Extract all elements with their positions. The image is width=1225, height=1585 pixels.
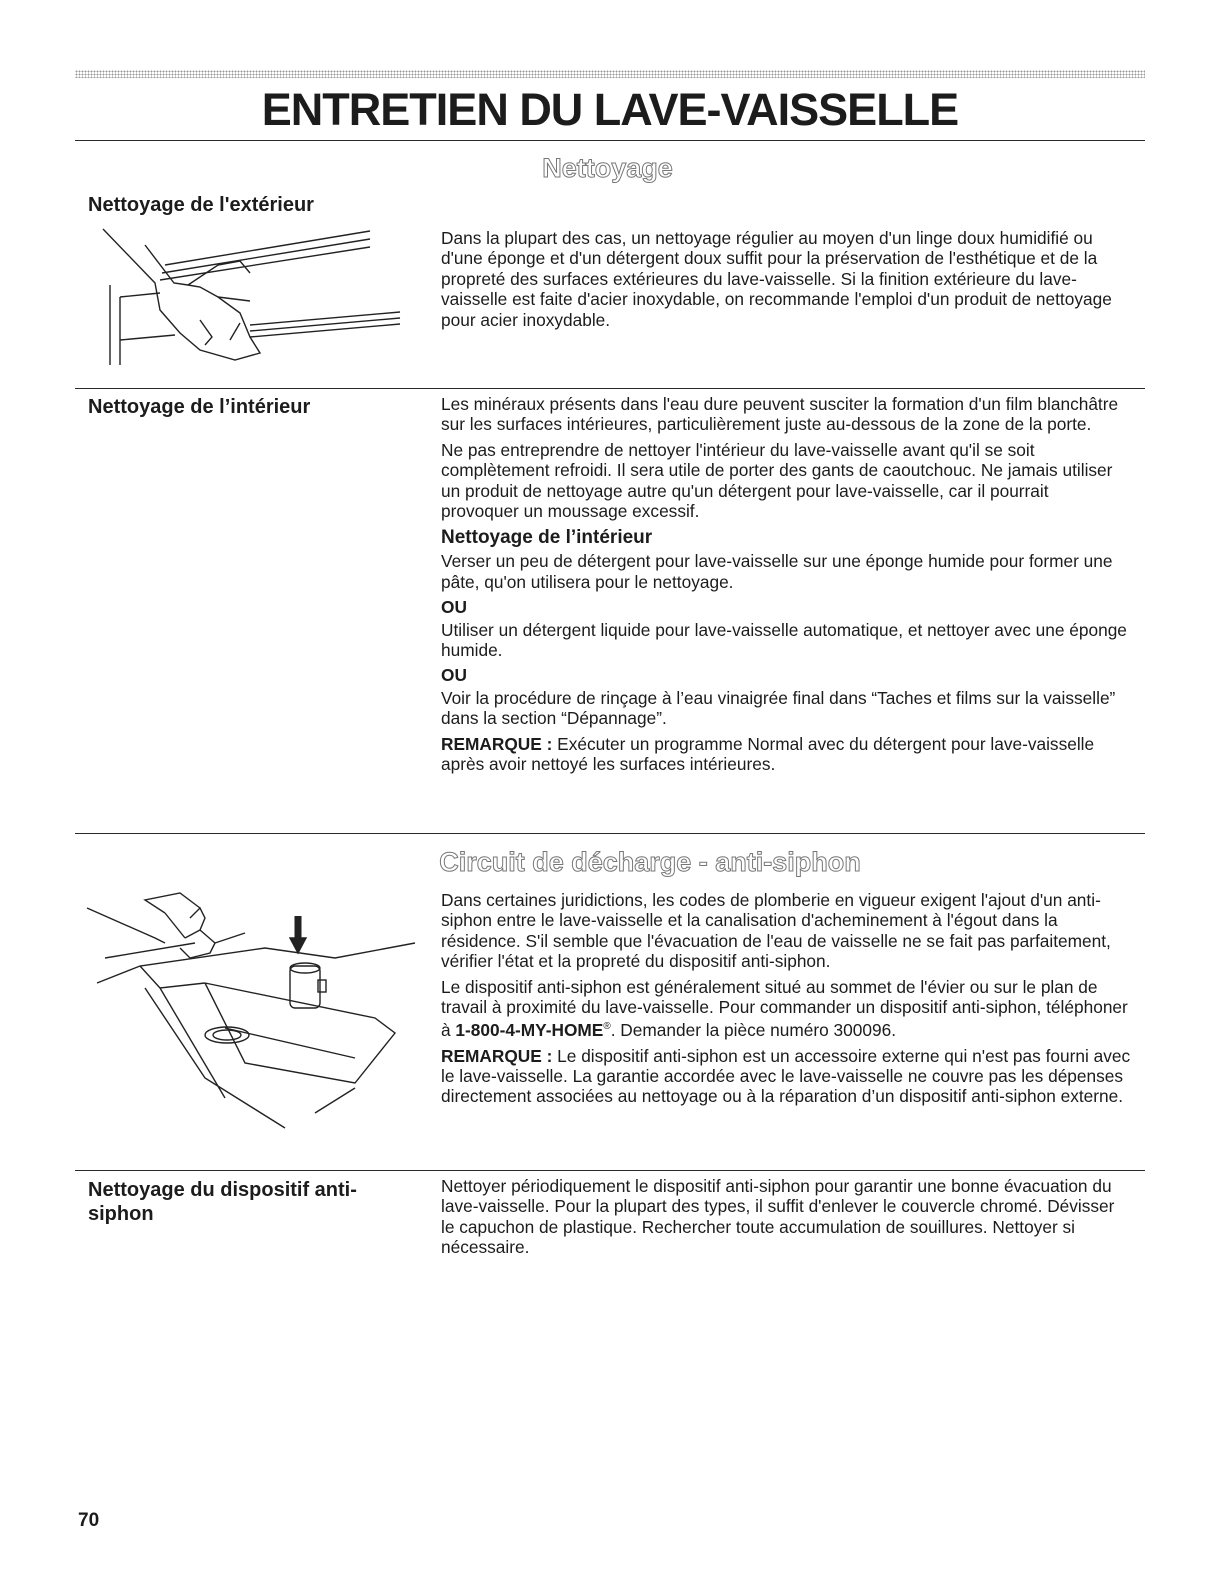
sink-air-gap-illustration [85, 888, 415, 1148]
exterior-body [441, 228, 1131, 335]
air-gap-cleaning-label: Nettoyage du dispositif anti-siphon [88, 1179, 357, 1225]
interior-note-text: Exécuter un programme Normal avec du détergent pour lave-vaisselle après avoir nettoyé les surfaces intérieures. [441, 733, 1095, 775]
air-gap-p1: Dans certaines juridictions, les codes de plomberie en vigueur exigent l'ajout d'un anti-siphon entre le lave-vaisselle et la canalisation d'acheminement à l'égout dans la résidence. S'il semble que l'évacuation de l'eau de vaisselle ne se fait pas parfaitement, vérifier l'état et la propreté du dispositif anti-siphon. [441, 890, 1111, 972]
interior-subheading: Nettoyage de l’intérieur [441, 527, 653, 549]
air-gap-note-text: Le dispositif anti-siphon est un accessoire externe qui n'est pas fourni avec le lave-vaisselle. La garantie accordée avec le lave-vaisselle ne couvre pas les dépenses directement associées au nettoyage ou à la réparation d’un dispositif anti-siphon externe. [441, 1045, 1131, 1107]
interior-p1: Les minéraux présents dans l'eau dure peuvent susciter la formation d'un film blanchâtre sur les surfaces intérieures, particulièrement juste au-dessous de la zone de la porte. [441, 394, 1119, 435]
section-heading-nettoyage: Nettoyage [542, 153, 673, 183]
page-title: ENTRETIEN DU LAVE-VAISSELLE [261, 84, 959, 135]
exterior-cleaning-illustration [100, 225, 400, 375]
air-gap-body [441, 890, 1131, 1112]
interior-or-1: OU [441, 597, 467, 618]
exterior-label: Nettoyage de l'extérieur [88, 194, 314, 216]
interior-note [441, 734, 1131, 775]
registered-mark: ® [603, 1021, 611, 1033]
phone-number: 1-800-4-MY-HOME [455, 1020, 604, 1041]
air-gap-note [441, 1046, 1131, 1107]
divider-air-gap-cleaning [75, 1170, 1145, 1171]
header-dotted-band [75, 70, 1145, 78]
air-gap-cleaning-body [441, 1176, 1131, 1263]
interior-label: Nettoyage de l’intérieur [88, 396, 311, 418]
air-gap-p2 [441, 977, 1131, 1041]
air-gap-note-label: REMARQUE : [441, 1045, 553, 1066]
section-heading-air-gap: Circuit de décharge - anti-siphon [439, 847, 861, 877]
air-gap-p2-before: Le dispositif anti-siphon est généralement situé au sommet de l'évier ou sur le plan de travail à proximité du lave-vaisselle. Pour commander un dispositif anti-siphon, téléphoner à [441, 976, 1128, 1041]
exterior-paragraph: Dans la plupart des cas, un nettoyage régulier au moyen d'un linge doux humidifié ou d'une éponge et d'un détergent doux suffit pour la préservation de l'esthétique et de la propreté des surfaces extérieures du lave-vaisselle. Si la finition extérieure du lave-vaisselle est faite d'acier inoxydable, on recommande l'emploi d'un produit de nettoyage pour acier inoxydable. [441, 228, 1112, 330]
interior-body [441, 394, 1131, 780]
divider-air-gap [75, 833, 1145, 834]
interior-option-2: Utiliser un détergent liquide pour lave-vaisselle automatique, et nettoyer avec une éponge humide. [441, 619, 1127, 661]
air-gap-cleaning-paragraph: Nettoyer périodiquement le dispositif anti-siphon pour garantir une bonne évacuation du lave-vaisselle. Pour la plupart des types, il suffit d'enlever le couvercle chromé. Dévisser le capuchon de plastique. Rechercher toute accumulation de souillures. Nettoyer si nécessaire. [441, 1176, 1115, 1258]
interior-or-2: OU [441, 665, 467, 686]
air-gap-p2-after: . Demander la pièce numéro 300096. [610, 1020, 897, 1041]
interior-option-1: Verser un peu de détergent pour lave-vaisselle sur une éponge humide pour former une pâte, qu'on utilisera pour le nettoyage. [441, 551, 1113, 592]
title-divider [75, 140, 1145, 141]
interior-option-3: Voir la procédure de rinçage à l’eau vinaigrée final dans “Taches et films sur la vaisselle” dans la section “Dépannage”. [441, 687, 1116, 729]
page-number: 70 [78, 1510, 100, 1531]
interior-p2: Ne pas entreprendre de nettoyer l'intérieur du lave-vaisselle avant qu'il se soit complètement refroidi. Il sera utile de porter des gants de caoutchouc. Ne jamais utiliser un produit de nettoyage autre qu'un détergent pour lave-vaisselle, car il pourrait provoquer un moussage excessif. [441, 439, 1113, 522]
interior-note-label: REMARQUE : [441, 733, 553, 754]
divider-interior [75, 388, 1145, 389]
